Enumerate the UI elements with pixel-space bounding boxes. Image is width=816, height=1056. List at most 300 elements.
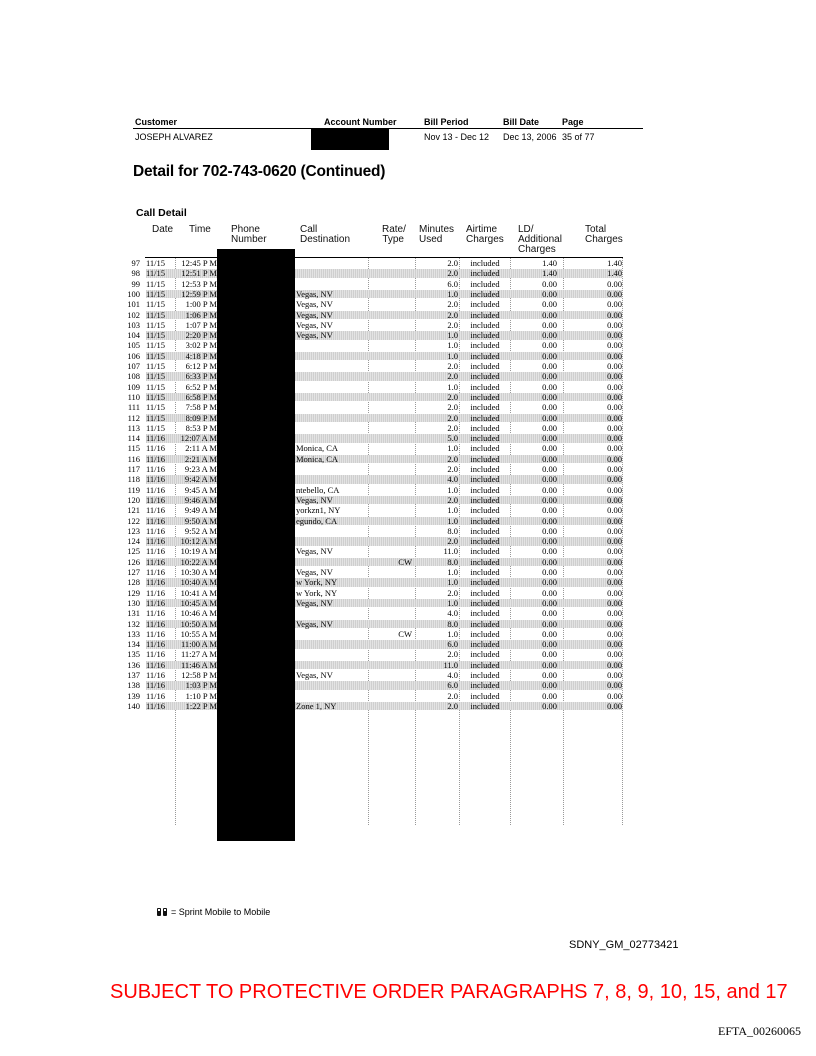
call-time: 12:53 P M bbox=[181, 278, 217, 289]
minutes-used: 6.0 bbox=[447, 680, 458, 691]
bill-period-value: Nov 13 - Dec 12 bbox=[424, 132, 490, 142]
col-header-total: Total Charges bbox=[585, 224, 623, 245]
minutes-used: 4.0 bbox=[447, 670, 458, 680]
ld-charges: 0.00 bbox=[542, 546, 557, 557]
table-row bbox=[0, 485, 816, 495]
call-date: 11/15 bbox=[146, 381, 166, 392]
call-date: 11/16 bbox=[146, 433, 166, 444]
col-header-rate: Rate/ Type bbox=[382, 224, 406, 245]
ld-charges: 0.00 bbox=[542, 690, 557, 701]
bill-period-label: Bill Period bbox=[424, 117, 469, 127]
table-row bbox=[0, 660, 816, 670]
rate-type-cell: CW bbox=[398, 628, 412, 639]
total-charges: 0.00 bbox=[607, 361, 622, 371]
minutes-used: 1.0 bbox=[447, 597, 458, 608]
row-number: 120 bbox=[127, 494, 140, 505]
call-time: 8:09 P M bbox=[185, 412, 217, 423]
mobile-to-mobile-icon bbox=[157, 908, 168, 916]
total-charges: 0.00 bbox=[607, 371, 622, 382]
protective-order-notice: SUBJECT TO PROTECTIVE ORDER PARAGRAPHS 7, 8, 9, 10, 15, and 17 bbox=[110, 981, 788, 1003]
row-number: 109 bbox=[127, 381, 140, 392]
call-destination: Monica, CA bbox=[296, 453, 339, 464]
minutes-used: 5.0 bbox=[447, 433, 458, 444]
call-time: 1:06 P M bbox=[185, 309, 217, 320]
total-charges: 0.00 bbox=[607, 464, 622, 474]
ld-charges: 0.00 bbox=[542, 319, 557, 330]
row-number: 103 bbox=[127, 319, 140, 330]
table-row bbox=[0, 701, 816, 711]
call-date: 11/15 bbox=[146, 422, 166, 433]
row-number: 106 bbox=[127, 350, 140, 361]
total-charges: 0.00 bbox=[607, 680, 622, 691]
row-number: 108 bbox=[127, 371, 140, 382]
ld-charges: 1.40 bbox=[542, 258, 557, 268]
minutes-used: 2.0 bbox=[447, 536, 458, 547]
call-date: 11/15 bbox=[146, 340, 166, 351]
page-value: 35 of 77 bbox=[562, 132, 595, 142]
ld-charges: 0.00 bbox=[542, 402, 557, 413]
minutes-used: 2.0 bbox=[447, 299, 458, 310]
table-row bbox=[0, 402, 816, 412]
minutes-used: 4.0 bbox=[447, 474, 458, 485]
airtime-charges: included bbox=[470, 309, 500, 320]
total-charges: 0.00 bbox=[607, 422, 622, 433]
col-header-minutes: Minutes Used bbox=[419, 224, 455, 245]
ld-charges: 0.00 bbox=[542, 680, 557, 691]
ld-charges: 0.00 bbox=[542, 350, 557, 361]
minutes-used: 6.0 bbox=[447, 278, 458, 289]
table-row bbox=[0, 691, 816, 701]
call-time: 10:41 A M bbox=[180, 587, 217, 598]
table-row bbox=[0, 454, 816, 464]
call-time: 10:19 A M bbox=[180, 546, 217, 557]
ld-charges: 0.00 bbox=[542, 381, 557, 392]
legend-text: = Sprint Mobile to Mobile bbox=[171, 907, 271, 917]
minutes-used: 2.0 bbox=[447, 402, 458, 413]
row-number: 102 bbox=[127, 309, 140, 320]
row-number: 110 bbox=[127, 391, 140, 402]
row-number: 130 bbox=[127, 597, 140, 608]
airtime-charges: included bbox=[470, 453, 500, 464]
call-destination: Vegas, NV bbox=[296, 309, 333, 320]
call-date: 11/16 bbox=[146, 608, 166, 619]
row-number: 105 bbox=[127, 340, 140, 351]
table-row bbox=[0, 392, 816, 402]
call-time: 12:51 P M bbox=[181, 268, 217, 279]
airtime-charges: included bbox=[470, 639, 500, 650]
table-row bbox=[0, 413, 816, 423]
row-number: 128 bbox=[127, 577, 140, 588]
ld-charges: 0.00 bbox=[542, 391, 557, 402]
minutes-used: 1.0 bbox=[447, 330, 458, 341]
call-date: 11/15 bbox=[146, 391, 166, 402]
airtime-charges: included bbox=[470, 515, 500, 526]
total-charges: 0.00 bbox=[607, 690, 622, 701]
ld-charges: 0.00 bbox=[542, 597, 557, 608]
call-date: 11/16 bbox=[146, 464, 166, 474]
call-destination: ntebello, CA bbox=[296, 484, 340, 495]
total-charges: 0.00 bbox=[607, 505, 622, 516]
airtime-charges: included bbox=[470, 340, 500, 351]
table-row bbox=[0, 330, 816, 340]
ld-charges: 0.00 bbox=[542, 330, 557, 341]
ld-charges: 0.00 bbox=[542, 433, 557, 444]
call-date: 11/16 bbox=[146, 453, 166, 464]
row-number: 124 bbox=[127, 536, 140, 547]
row-number: 100 bbox=[127, 288, 140, 299]
minutes-used: 1.0 bbox=[447, 515, 458, 526]
section-title: Call Detail bbox=[136, 207, 187, 219]
total-charges: 0.00 bbox=[607, 577, 622, 588]
ld-charges: 0.00 bbox=[542, 659, 557, 670]
total-charges: 0.00 bbox=[607, 433, 622, 444]
call-date: 11/16 bbox=[146, 443, 166, 454]
call-destination: Vegas, NV bbox=[296, 319, 333, 330]
total-charges: 0.00 bbox=[607, 628, 622, 639]
call-time: 10:22 A M bbox=[180, 556, 217, 567]
col-header-phone: Phone Number bbox=[231, 224, 267, 245]
total-charges: 0.00 bbox=[607, 639, 622, 650]
total-charges: 0.00 bbox=[607, 484, 622, 495]
minutes-used: 1.0 bbox=[447, 340, 458, 351]
call-date: 11/15 bbox=[146, 412, 166, 423]
total-charges: 0.00 bbox=[607, 319, 622, 330]
table-row bbox=[0, 649, 816, 659]
row-number: 125 bbox=[127, 546, 140, 557]
row-number: 112 bbox=[127, 412, 140, 423]
table-row bbox=[0, 361, 816, 371]
call-time: 6:12 P M bbox=[185, 361, 217, 371]
table-row bbox=[0, 629, 816, 639]
table-row bbox=[0, 670, 816, 680]
row-number: 139 bbox=[127, 690, 140, 701]
call-destination: w York, NY bbox=[296, 587, 338, 598]
call-destination: egundo, CA bbox=[296, 515, 338, 526]
airtime-charges: included bbox=[470, 412, 500, 423]
call-destination: Vegas, NV bbox=[296, 299, 333, 310]
airtime-charges: included bbox=[470, 494, 500, 505]
table-row bbox=[0, 340, 816, 350]
call-date: 11/16 bbox=[146, 659, 166, 670]
call-time: 6:52 P M bbox=[185, 381, 217, 392]
bill-date-value: Dec 13, 2006 bbox=[503, 132, 557, 142]
ld-charges: 0.00 bbox=[542, 453, 557, 464]
customer-label: Customer bbox=[135, 117, 178, 127]
table-row bbox=[0, 639, 816, 649]
call-time: 2:11 A M bbox=[185, 443, 217, 454]
call-date: 11/16 bbox=[146, 690, 166, 701]
page-label: Page bbox=[562, 117, 584, 127]
minutes-used: 2.0 bbox=[447, 453, 458, 464]
ld-charges: 0.00 bbox=[542, 288, 557, 299]
minutes-used: 8.0 bbox=[447, 556, 458, 567]
call-time: 10:46 A M bbox=[180, 608, 217, 619]
row-number: 99 bbox=[131, 278, 140, 289]
call-time: 6:33 P M bbox=[185, 371, 217, 382]
total-charges: 0.00 bbox=[607, 608, 622, 619]
total-charges: 0.00 bbox=[607, 288, 622, 299]
airtime-charges: included bbox=[470, 474, 500, 485]
total-charges: 0.00 bbox=[607, 309, 622, 320]
call-date: 11/15 bbox=[146, 319, 166, 330]
minutes-used: 2.0 bbox=[447, 464, 458, 474]
minutes-used: 11.0 bbox=[443, 659, 458, 670]
ld-charges: 0.00 bbox=[542, 309, 557, 320]
call-destination: Vegas, NV bbox=[296, 494, 333, 505]
call-date: 11/16 bbox=[146, 639, 166, 650]
row-number: 121 bbox=[127, 505, 140, 516]
ld-charges: 0.00 bbox=[542, 515, 557, 526]
phone-number-redaction bbox=[217, 249, 295, 841]
minutes-used: 1.0 bbox=[447, 443, 458, 454]
call-time: 9:52 A M bbox=[184, 525, 217, 536]
call-destination: Vegas, NV bbox=[296, 330, 333, 341]
row-number: 129 bbox=[127, 587, 140, 598]
airtime-charges: included bbox=[470, 422, 500, 433]
minutes-used: 1.0 bbox=[447, 577, 458, 588]
table-row bbox=[0, 577, 816, 587]
call-time: 8:53 P M bbox=[185, 422, 217, 433]
call-destination: Monica, CA bbox=[296, 443, 339, 454]
minutes-used: 2.0 bbox=[447, 268, 458, 279]
total-charges: 0.00 bbox=[607, 278, 622, 289]
call-time: 1:03 P M bbox=[185, 680, 217, 691]
airtime-charges: included bbox=[470, 268, 500, 279]
table-row bbox=[0, 516, 816, 526]
airtime-charges: included bbox=[470, 361, 500, 371]
total-charges: 1.40 bbox=[607, 268, 622, 279]
call-date: 11/15 bbox=[146, 299, 166, 310]
total-charges: 0.00 bbox=[607, 474, 622, 485]
airtime-charges: included bbox=[470, 525, 500, 536]
call-time: 3:02 P M bbox=[185, 340, 217, 351]
airtime-charges: included bbox=[470, 659, 500, 670]
call-date: 11/15 bbox=[146, 350, 166, 361]
call-date: 11/16 bbox=[146, 597, 166, 608]
call-date: 11/16 bbox=[146, 556, 166, 567]
table-row bbox=[0, 526, 816, 536]
total-charges: 0.00 bbox=[607, 700, 622, 711]
ld-charges: 0.00 bbox=[542, 484, 557, 495]
table-row bbox=[0, 351, 816, 361]
call-time: 2:20 P M bbox=[185, 330, 217, 341]
ld-charges: 0.00 bbox=[542, 628, 557, 639]
row-number: 123 bbox=[127, 525, 140, 536]
airtime-charges: included bbox=[470, 258, 500, 268]
airtime-charges: included bbox=[470, 608, 500, 619]
total-charges: 0.00 bbox=[607, 536, 622, 547]
row-number: 135 bbox=[127, 649, 140, 660]
minutes-used: 2.0 bbox=[447, 361, 458, 371]
call-date: 11/16 bbox=[146, 515, 166, 526]
efta-number: EFTA_00260065 bbox=[718, 1024, 802, 1038]
table-row bbox=[0, 371, 816, 381]
ld-charges: 0.00 bbox=[542, 464, 557, 474]
table-row bbox=[0, 279, 816, 289]
ld-charges: 0.00 bbox=[542, 494, 557, 505]
ld-charges: 0.00 bbox=[542, 278, 557, 289]
call-date: 11/16 bbox=[146, 525, 166, 536]
airtime-charges: included bbox=[470, 587, 500, 598]
call-time: 7:58 P M bbox=[185, 402, 217, 413]
table-row bbox=[0, 310, 816, 320]
call-time: 10:30 A M bbox=[180, 567, 217, 577]
call-time: 1:22 P M bbox=[185, 700, 217, 711]
airtime-charges: included bbox=[470, 670, 500, 680]
col-header-date: Date bbox=[152, 224, 174, 235]
ld-charges: 0.00 bbox=[542, 577, 557, 588]
minutes-used: 6.0 bbox=[447, 639, 458, 650]
minutes-used: 2.0 bbox=[447, 371, 458, 382]
total-charges: 0.00 bbox=[607, 350, 622, 361]
call-destination: Vegas, NV bbox=[296, 618, 333, 629]
table-row bbox=[0, 258, 816, 268]
total-charges: 0.00 bbox=[607, 649, 622, 660]
call-destination: Vegas, NV bbox=[296, 670, 333, 680]
row-number: 107 bbox=[127, 361, 140, 371]
minutes-used: 2.0 bbox=[447, 412, 458, 423]
airtime-charges: included bbox=[470, 567, 500, 577]
call-date: 11/16 bbox=[146, 649, 166, 660]
airtime-charges: included bbox=[470, 649, 500, 660]
minutes-used: 1.0 bbox=[447, 484, 458, 495]
call-date: 11/16 bbox=[146, 567, 166, 577]
airtime-charges: included bbox=[470, 680, 500, 691]
call-date: 11/15 bbox=[146, 268, 166, 279]
table-row bbox=[0, 608, 816, 618]
ld-charges: 0.00 bbox=[542, 474, 557, 485]
call-date: 11/16 bbox=[146, 577, 166, 588]
call-date: 11/16 bbox=[146, 670, 166, 680]
call-time: 10:12 A M bbox=[180, 536, 217, 547]
airtime-charges: included bbox=[470, 536, 500, 547]
call-date: 11/16 bbox=[146, 484, 166, 495]
airtime-charges: included bbox=[470, 330, 500, 341]
row-number: 115 bbox=[127, 443, 140, 454]
ld-charges: 0.00 bbox=[542, 422, 557, 433]
total-charges: 0.00 bbox=[607, 670, 622, 680]
airtime-charges: included bbox=[470, 597, 500, 608]
call-date: 11/15 bbox=[146, 371, 166, 382]
row-number: 132 bbox=[127, 618, 140, 629]
table-row bbox=[0, 433, 816, 443]
bill-date-label: Bill Date bbox=[503, 117, 540, 127]
call-date: 11/16 bbox=[146, 494, 166, 505]
table-row bbox=[0, 443, 816, 453]
customer-name: JOSEPH ALVAREZ bbox=[135, 132, 213, 142]
row-number: 116 bbox=[127, 453, 140, 464]
total-charges: 0.00 bbox=[607, 299, 622, 310]
ld-charges: 0.00 bbox=[542, 299, 557, 310]
ld-charges: 0.00 bbox=[542, 618, 557, 629]
table-row bbox=[0, 619, 816, 629]
airtime-charges: included bbox=[470, 628, 500, 639]
airtime-charges: included bbox=[470, 690, 500, 701]
ld-charges: 0.00 bbox=[542, 670, 557, 680]
airtime-charges: included bbox=[470, 402, 500, 413]
call-time: 6:58 P M bbox=[185, 391, 217, 402]
airtime-charges: included bbox=[470, 350, 500, 361]
minutes-used: 1.0 bbox=[447, 567, 458, 577]
total-charges: 0.00 bbox=[607, 412, 622, 423]
airtime-charges: included bbox=[470, 319, 500, 330]
call-date: 11/15 bbox=[146, 402, 166, 413]
row-number: 138 bbox=[127, 680, 140, 691]
minutes-used: 2.0 bbox=[447, 690, 458, 701]
call-date: 11/15 bbox=[146, 288, 166, 299]
row-number: 111 bbox=[127, 402, 140, 413]
call-destination: Vegas, NV bbox=[296, 288, 333, 299]
ld-charges: 0.00 bbox=[542, 412, 557, 423]
airtime-charges: included bbox=[470, 464, 500, 474]
airtime-charges: included bbox=[470, 546, 500, 557]
table-row bbox=[0, 567, 816, 577]
airtime-charges: included bbox=[470, 371, 500, 382]
call-destination: Vegas, NV bbox=[296, 546, 333, 557]
detail-title: Detail for 702-743-0620 (Continued) bbox=[133, 163, 386, 180]
table-row bbox=[0, 474, 816, 484]
ld-charges: 0.00 bbox=[542, 371, 557, 382]
call-destination: yorkzn1, NY bbox=[296, 505, 341, 516]
call-time: 10:55 A M bbox=[180, 628, 217, 639]
row-number: 101 bbox=[127, 299, 140, 310]
call-time: 9:49 A M bbox=[184, 505, 217, 516]
table-row bbox=[0, 289, 816, 299]
table-row bbox=[0, 299, 816, 309]
call-time: 12:59 P M bbox=[181, 288, 217, 299]
call-time: 9:45 A M bbox=[184, 484, 217, 495]
call-destination: Zone 1, NY bbox=[296, 700, 337, 711]
total-charges: 0.00 bbox=[607, 659, 622, 670]
table-row bbox=[0, 423, 816, 433]
call-date: 11/16 bbox=[146, 628, 166, 639]
call-time: 2:21 A M bbox=[184, 453, 217, 464]
row-number: 118 bbox=[127, 474, 140, 485]
row-number: 134 bbox=[127, 639, 140, 650]
account-number-label: Account Number bbox=[324, 117, 397, 127]
call-time: 1:00 P M bbox=[185, 299, 217, 310]
minutes-used: 1.0 bbox=[447, 505, 458, 516]
call-date: 11/16 bbox=[146, 505, 166, 516]
row-number: 126 bbox=[127, 556, 140, 567]
row-number: 104 bbox=[127, 330, 140, 341]
row-number: 97 bbox=[131, 258, 140, 268]
airtime-charges: included bbox=[470, 391, 500, 402]
ld-charges: 0.00 bbox=[542, 556, 557, 567]
total-charges: 0.00 bbox=[607, 391, 622, 402]
ld-charges: 0.00 bbox=[542, 608, 557, 619]
minutes-used: 1.0 bbox=[447, 381, 458, 392]
table-row bbox=[0, 495, 816, 505]
ld-charges: 0.00 bbox=[542, 587, 557, 598]
ld-charges: 0.00 bbox=[542, 567, 557, 577]
minutes-used: 2.0 bbox=[447, 319, 458, 330]
row-number: 117 bbox=[127, 464, 140, 474]
airtime-charges: included bbox=[470, 700, 500, 711]
total-charges: 0.00 bbox=[607, 618, 622, 629]
call-date: 11/15 bbox=[146, 278, 166, 289]
minutes-used: 2.0 bbox=[447, 700, 458, 711]
row-number: 127 bbox=[127, 567, 140, 577]
table-row bbox=[0, 557, 816, 567]
total-charges: 0.00 bbox=[607, 515, 622, 526]
total-charges: 0.00 bbox=[607, 546, 622, 557]
row-number: 119 bbox=[127, 484, 140, 495]
call-date: 11/16 bbox=[146, 474, 166, 485]
ld-charges: 0.00 bbox=[542, 340, 557, 351]
total-charges: 0.00 bbox=[607, 597, 622, 608]
total-charges: 0.00 bbox=[607, 443, 622, 454]
